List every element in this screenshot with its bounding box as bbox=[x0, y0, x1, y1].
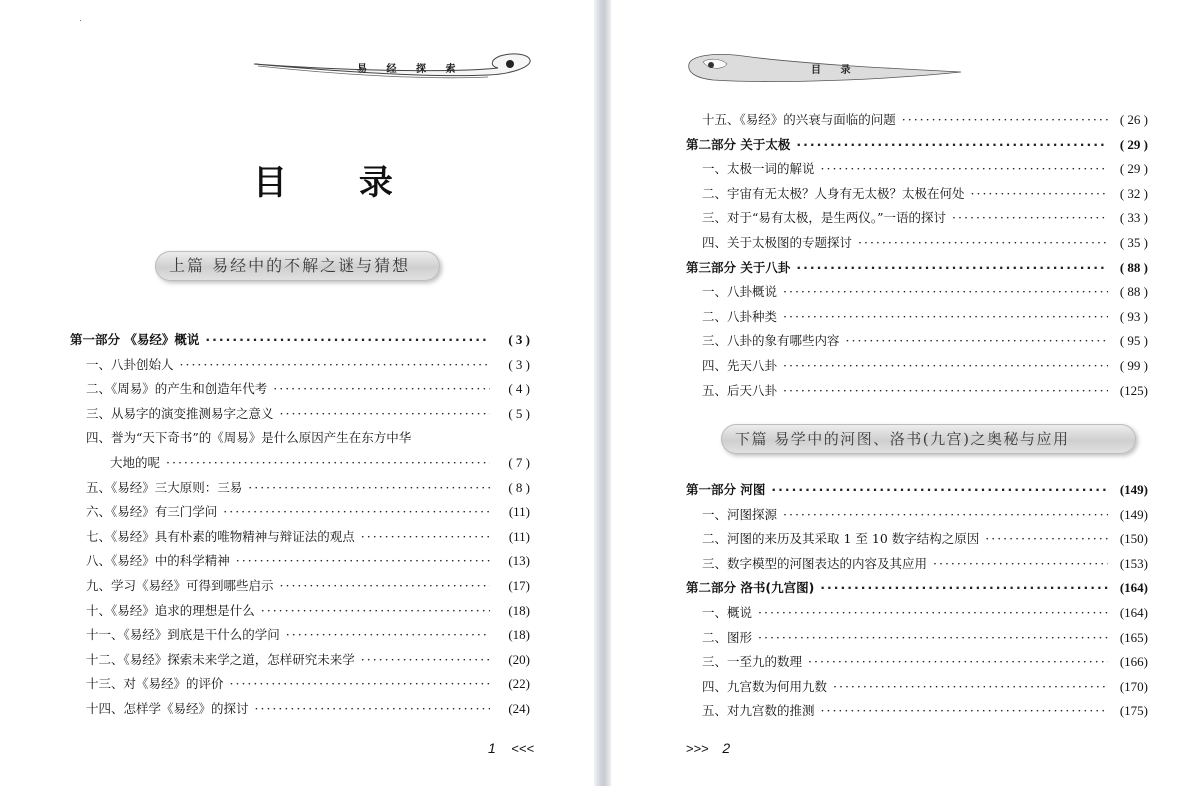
toc-section-row bbox=[686, 480, 1148, 498]
dot-leader bbox=[166, 455, 490, 470]
table-of-contents-right-bottom bbox=[686, 480, 1148, 730]
dot-leader bbox=[361, 529, 490, 544]
right-page bbox=[611, 0, 1201, 786]
toc-entry-title: 十二、《易经》探索未来学之道，怎样研究未来学 bbox=[86, 651, 355, 667]
toc-page-number: (11) bbox=[508, 528, 530, 544]
toc-entry-title: 二、宇宙有无太极？人身有无太极？太极在何处 bbox=[702, 185, 965, 201]
page-number: 2 bbox=[722, 740, 731, 756]
toc-entry-row bbox=[686, 701, 1148, 719]
dot-leader bbox=[205, 332, 490, 347]
dot-leader bbox=[952, 210, 1108, 225]
toc-entry-title: 十三、对《易经》的评价 bbox=[86, 676, 224, 692]
toc-entry-row bbox=[686, 381, 1148, 399]
toc-entry-row bbox=[686, 184, 1148, 202]
toc-entry-row bbox=[70, 527, 530, 545]
toc-entry-title: 九、学习《易经》可得到哪些启示 bbox=[86, 578, 274, 593]
toc-entry-title: 二、河图的来历及其采取 1 至 10 数字结构之原因 bbox=[702, 531, 980, 547]
footer-arrows: <<< bbox=[511, 741, 535, 756]
toc-entry-row bbox=[686, 652, 1148, 670]
toc-entry-row bbox=[686, 233, 1148, 251]
toc-page-number: ( 99 ) bbox=[1119, 358, 1148, 373]
toc-page-number: ( 26 ) bbox=[1119, 112, 1148, 127]
dot-leader bbox=[280, 406, 490, 421]
toc-page-number: ( 88 ) bbox=[1119, 284, 1148, 300]
toc-page-number: ( 7 ) bbox=[508, 455, 530, 470]
page-number: 1 bbox=[488, 740, 496, 756]
toc-page-number: (164) bbox=[1119, 605, 1148, 620]
toc-entry-row bbox=[70, 478, 530, 496]
toc-section-row bbox=[686, 578, 1148, 596]
dot-leader bbox=[846, 333, 1108, 348]
toc-entry-row bbox=[70, 576, 530, 594]
toc-page-number: ( 3 ) bbox=[508, 356, 530, 372]
toc-entry-row bbox=[686, 208, 1148, 226]
toc-entry-title: 三、八卦的象有哪些内容 bbox=[702, 333, 840, 349]
toc-entry-title: 五、后天八卦 bbox=[702, 382, 778, 398]
dot-leader bbox=[821, 703, 1108, 718]
toc-entry-row bbox=[70, 502, 530, 520]
toc-page-number: ( 95 ) bbox=[1119, 333, 1148, 349]
dot-leader bbox=[236, 553, 490, 568]
toc-page-number: ( 29 ) bbox=[1119, 136, 1148, 152]
dot-leader bbox=[261, 603, 490, 618]
toc-entry-title: 一、八卦创始人 bbox=[86, 356, 174, 372]
toc-entry-row bbox=[70, 453, 530, 471]
toc-entry-row bbox=[70, 379, 530, 397]
toc-entry-row bbox=[70, 355, 530, 373]
dot-leader bbox=[783, 507, 1108, 522]
page-header-ornament bbox=[252, 48, 537, 84]
toc-entry-row bbox=[70, 404, 530, 422]
toc-entry-title: 十一、《易经》到底是干什么的学问 bbox=[86, 627, 280, 643]
dot-leader bbox=[273, 381, 490, 396]
page-header-ornament bbox=[683, 50, 963, 86]
toc-page-number: (164) bbox=[1119, 580, 1148, 596]
toc-entry-title: 四、关于太极图的专题探讨 bbox=[702, 235, 853, 250]
dot-leader bbox=[223, 504, 490, 519]
toc-section-row bbox=[686, 135, 1148, 153]
dot-leader bbox=[985, 531, 1108, 546]
toc-page-number: (11) bbox=[508, 504, 530, 520]
toc-entry-row bbox=[70, 699, 530, 717]
toc-entry-title: 大地的呢 bbox=[110, 455, 161, 470]
toc-entry-title: 十五、《易经》的兴衰与面临的问题 bbox=[702, 112, 896, 127]
dot-leader bbox=[796, 260, 1108, 275]
dot-leader bbox=[783, 284, 1108, 299]
toc-section-row bbox=[686, 258, 1148, 276]
dot-leader bbox=[361, 652, 490, 667]
dot-leader bbox=[180, 357, 490, 372]
toc-entry-title: 一、八卦概说 bbox=[702, 284, 778, 300]
toc-page-number: ( 88 ) bbox=[1119, 259, 1148, 275]
toc-page-number: ( 8 ) bbox=[508, 479, 530, 495]
toc-page-number: (150) bbox=[1119, 531, 1148, 547]
toc-entry-title: 三、一至九的数理 bbox=[702, 654, 803, 670]
toc-entry-row bbox=[686, 677, 1148, 695]
toc-entry-row bbox=[686, 331, 1148, 349]
left-page bbox=[0, 0, 594, 786]
toc-page-number: (13) bbox=[508, 553, 530, 569]
toc-entry-row bbox=[686, 505, 1148, 523]
toc-entry-row bbox=[70, 650, 530, 668]
toc-page-number: ( 29 ) bbox=[1119, 161, 1148, 177]
dot-leader bbox=[820, 580, 1108, 595]
toc-entry-row bbox=[686, 529, 1148, 547]
toc-entry-title: 四、誉为“天下奇书”的《周易》是什么原因产生在东方中华 bbox=[86, 430, 412, 446]
table-of-contents-left bbox=[70, 330, 530, 730]
dot-leader bbox=[821, 161, 1108, 176]
toc-entry-row bbox=[686, 159, 1148, 177]
toc-entry-title: 四、先天八卦 bbox=[702, 358, 778, 373]
toc-entry-row bbox=[686, 307, 1148, 325]
part-banner-lower: 下篇 易学中的河图、洛书(九宫)之奥秘与应用 bbox=[721, 424, 1136, 454]
toc-entry-title: 第二部分 关于太极 bbox=[686, 136, 791, 152]
dot-leader bbox=[833, 679, 1108, 694]
page-gutter bbox=[594, 0, 611, 786]
toc-entry-title: 一、河图探源 bbox=[702, 506, 778, 522]
page-title: 目 录 bbox=[253, 163, 423, 203]
toc-entry-title: 第三部分 关于八卦 bbox=[686, 259, 791, 275]
toc-entry-title: 一、太极一词的解说 bbox=[702, 161, 815, 177]
dot-leader bbox=[230, 676, 490, 691]
toc-entry-title: 十、《易经》追求的理想是什么 bbox=[86, 602, 255, 618]
toc-page-number: (17) bbox=[508, 578, 530, 593]
toc-entry-row bbox=[70, 551, 530, 569]
dot-leader bbox=[783, 383, 1108, 398]
table-of-contents-right-top bbox=[686, 110, 1148, 410]
toc-page-number: (153) bbox=[1119, 555, 1148, 571]
toc-page-number: ( 33 ) bbox=[1119, 210, 1148, 226]
dot-leader bbox=[902, 112, 1108, 127]
dot-leader bbox=[783, 309, 1108, 324]
dot-leader bbox=[255, 701, 490, 716]
dot-leader bbox=[808, 654, 1108, 669]
toc-page-number: ( 5 ) bbox=[508, 405, 530, 421]
toc-page-number: (18) bbox=[508, 602, 530, 618]
toc-entry-title: 三、数字模型的河图表达的内容及其应用 bbox=[702, 555, 928, 571]
toc-entry-title: 七、《易经》具有朴素的唯物精神与辩证法的观点 bbox=[86, 528, 355, 544]
toc-entry-row bbox=[686, 554, 1148, 572]
toc-section-row bbox=[70, 330, 530, 348]
toc-entry-title: 二、八卦种类 bbox=[702, 308, 778, 324]
toc-entry-title: 一、概说 bbox=[702, 605, 753, 620]
toc-entry-title: 三、从易字的演变推测易字之意义 bbox=[86, 405, 274, 421]
toc-entry-title: 二、图形 bbox=[702, 629, 753, 645]
toc-entry-title: 四、九宫数为何用九数 bbox=[702, 678, 828, 694]
toc-entry-row bbox=[686, 628, 1148, 646]
dot-leader bbox=[783, 358, 1108, 373]
toc-page-number: (24) bbox=[508, 701, 530, 716]
dot-leader bbox=[933, 556, 1108, 571]
page-footer-left bbox=[488, 740, 534, 756]
dot-leader bbox=[758, 605, 1108, 620]
toc-page-number: (175) bbox=[1119, 703, 1148, 719]
toc-entry-row bbox=[686, 110, 1148, 128]
toc-entry-title: 二、《周易》的产生和创造年代考 bbox=[86, 381, 268, 397]
toc-page-number: (165) bbox=[1119, 629, 1148, 645]
header-title: 易 经 探 索 bbox=[357, 64, 464, 75]
toc-entry-title: 五、对九宫数的推测 bbox=[702, 703, 815, 719]
toc-page-number: ( 32 ) bbox=[1119, 185, 1148, 201]
toc-entry-row bbox=[686, 282, 1148, 300]
dot-leader bbox=[286, 627, 490, 642]
toc-entry-title: 五、《易经》三大原则：三易 bbox=[86, 479, 243, 495]
toc-entry-row bbox=[70, 625, 530, 643]
toc-page-number: (22) bbox=[508, 676, 530, 692]
toc-entry-title: 十四、怎样学《易经》的探讨 bbox=[86, 701, 249, 716]
toc-page-number: (18) bbox=[508, 627, 530, 643]
toc-entry-row bbox=[686, 356, 1148, 374]
header-title: 目 录 bbox=[811, 65, 859, 76]
toc-entry-row bbox=[70, 428, 530, 446]
toc-page-number: (149) bbox=[1119, 482, 1148, 497]
toc-entry-title: 第一部分 河图 bbox=[686, 482, 766, 497]
toc-entry-title: 六、《易经》有三门学问 bbox=[86, 504, 218, 520]
scan-speck bbox=[80, 20, 81, 21]
toc-page-number: (170) bbox=[1119, 678, 1148, 694]
dot-leader bbox=[248, 480, 490, 495]
footer-arrows: >>> bbox=[686, 741, 709, 756]
toc-entry-title: 第二部分 洛书(九宫图) bbox=[686, 580, 815, 596]
toc-page-number: (125) bbox=[1119, 382, 1148, 398]
toc-entry-row bbox=[686, 603, 1148, 621]
toc-entry-row bbox=[70, 674, 530, 692]
dot-leader bbox=[971, 186, 1108, 201]
dot-leader bbox=[758, 630, 1108, 645]
toc-entry-title: 第一部分 《易经》概说 bbox=[70, 332, 200, 347]
toc-entry-title: 三、对于“易有太极，是生两仪。”一语的探讨 bbox=[702, 210, 947, 226]
dot-leader bbox=[771, 482, 1108, 497]
toc-page-number: ( 93 ) bbox=[1119, 308, 1148, 324]
dot-leader bbox=[796, 137, 1108, 152]
toc-page-number: (149) bbox=[1119, 506, 1148, 522]
toc-page-number: ( 35 ) bbox=[1119, 235, 1148, 250]
toc-entry-title: 八、《易经》中的科学精神 bbox=[86, 553, 230, 569]
dot-leader bbox=[858, 235, 1108, 250]
page-footer-right bbox=[686, 740, 730, 756]
toc-page-number: (166) bbox=[1119, 654, 1148, 670]
part-banner-upper: 上篇 易经中的不解之谜与猜想 bbox=[155, 251, 440, 281]
toc-page-number: (20) bbox=[508, 651, 530, 667]
toc-entry-row bbox=[70, 601, 530, 619]
dot-leader bbox=[280, 578, 490, 593]
toc-page-number: ( 4 ) bbox=[508, 381, 530, 397]
toc-page-number: ( 3 ) bbox=[508, 332, 530, 347]
